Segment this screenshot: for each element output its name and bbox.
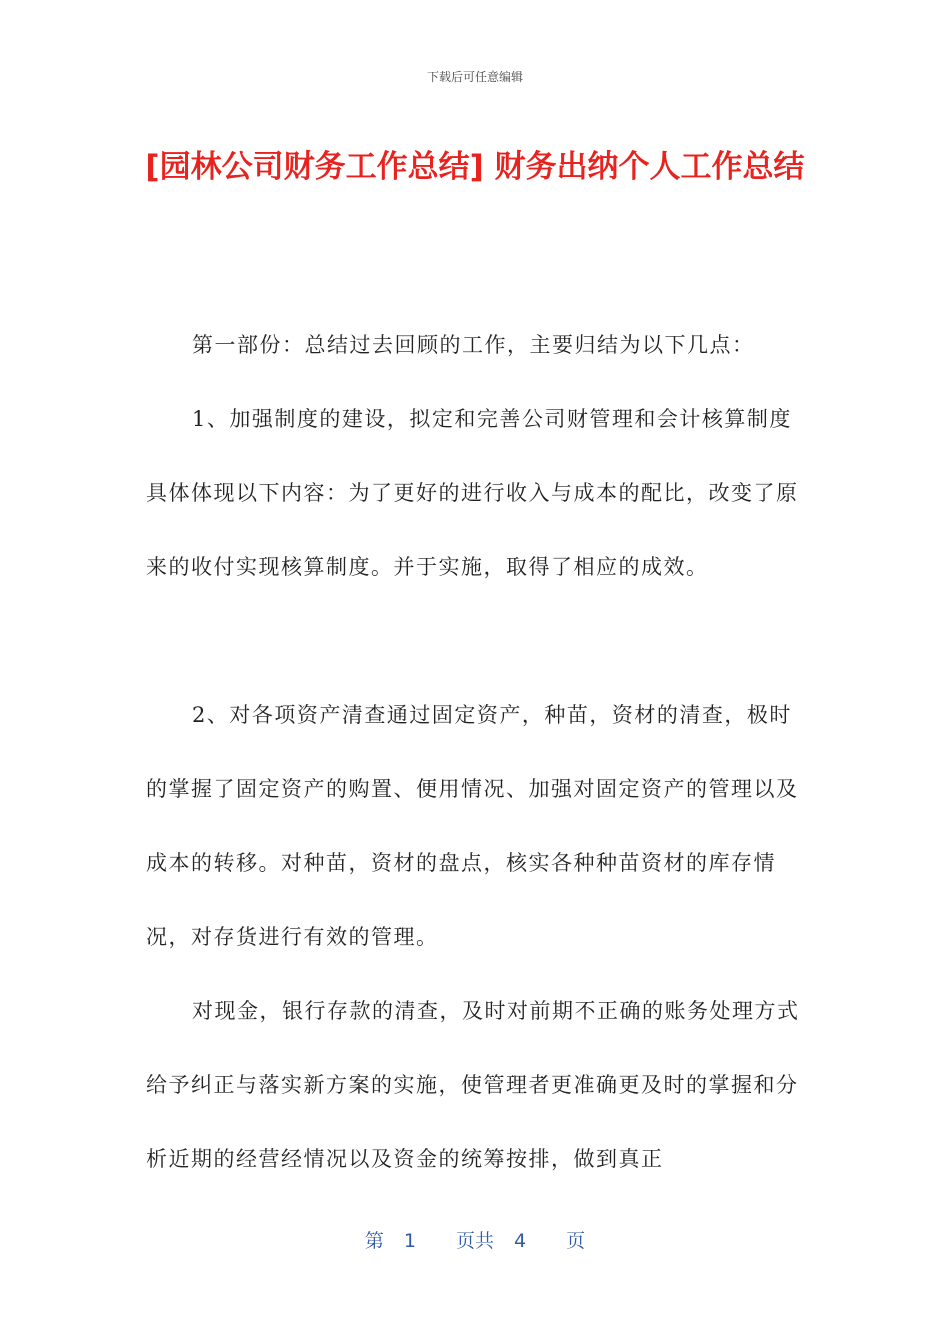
footer-page-word-2: 页: [455, 1230, 475, 1252]
paragraph-item-1: 1、加强制度的建设，拟定和完善公司财管理和会计核算制度具体体现以下内容：为了更好的进行收入与成本的配比，改变了原来的收付实现核算制度。并于实施，取得了相应的成效。: [146, 407, 799, 579]
footer-total-pages: 4: [514, 1230, 527, 1252]
document-body: [146, 308, 806, 1196]
page-footer: [0, 1226, 950, 1253]
footer-page-word: 第: [364, 1230, 384, 1252]
paragraph-gap: [146, 604, 806, 678]
header-note: 下载后可任意编辑: [426, 70, 523, 84]
footer-total-word: 共: [475, 1230, 495, 1252]
paragraph-intro: 第一部份：总结过去回顾的工作，主要归结为以下几点：: [192, 333, 755, 357]
paragraph-item-2: 2、对各项资产清查通过固定资产，种苗，资材的清查，极时的掌握了固定资产的购置、便用情况、加强对固定资产的管理以及成本的转移。对种苗，资材的盘点，核实各种种苗资材的库存情况，对存货进行有效的管理。: [146, 703, 799, 949]
footer-current-page: 1: [403, 1230, 416, 1252]
paragraph-cash: 对现金，银行存款的清查，及时对前期不正确的账务处理方式给予纠正与落实新方案的实施，使管理者更准确更及时的掌握和分析近期的经营经情况以及资金的统筹按排，做到真正: [146, 999, 800, 1171]
footer-page-word-3: 页: [566, 1230, 586, 1252]
document-title: [园林公司财务工作总结] 财务出纳个人工作总结: [145, 149, 805, 185]
